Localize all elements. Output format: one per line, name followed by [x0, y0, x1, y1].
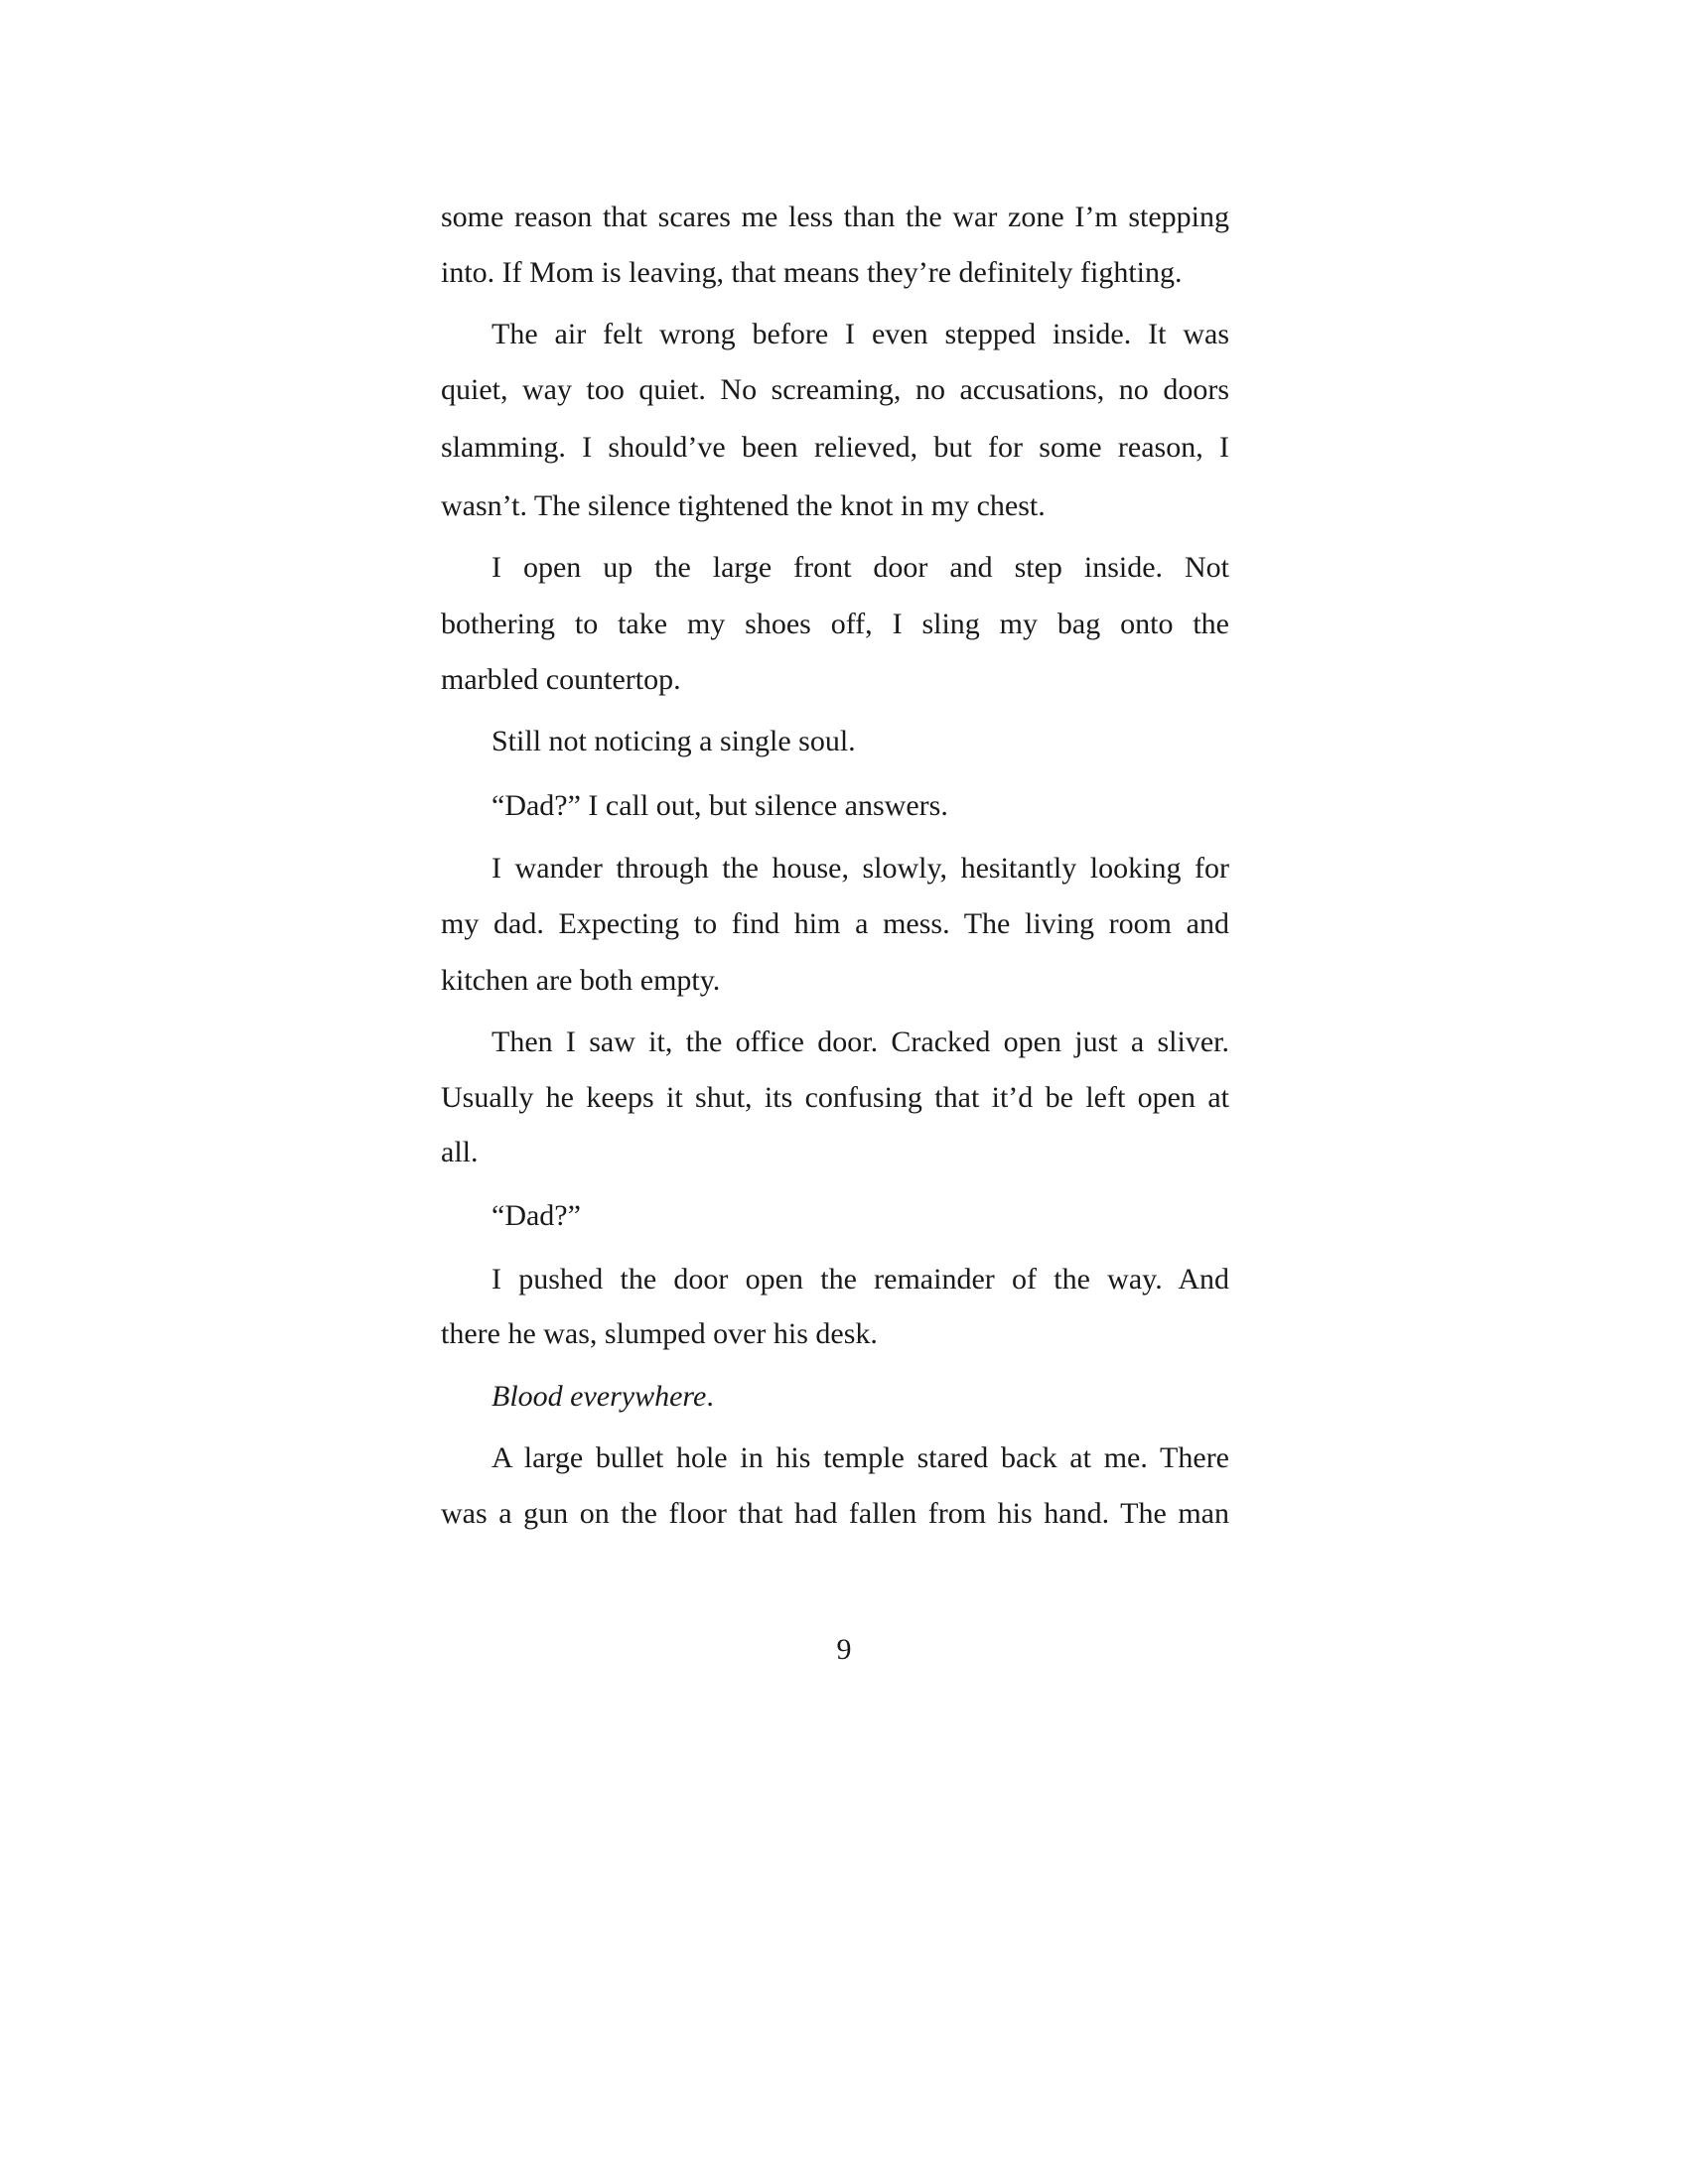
paragraph-first-line: Then I saw it, the office door. Cracked open just a sliver. [492, 1025, 1229, 1058]
body-text-line: slamming. I should’ve been relieved, but for some reason, I [441, 431, 1229, 464]
body-text-line: marbled countertop. [441, 663, 681, 696]
body-text-line: some reason that scares me less than the war zone I’m stepping [441, 201, 1229, 233]
period: . [706, 1380, 714, 1413]
dialogue-line: “Dad?” [492, 1199, 581, 1232]
italic-emphasis-line [441, 1369, 1229, 1425]
body-text-line: wasn’t. The silence tightened the knot in my chest. [441, 489, 1046, 522]
body-text-line: was a gun on the floor that had fallen from his hand. The man [441, 1497, 1229, 1530]
body-text-line: there he was, slumped over his desk. [441, 1317, 878, 1350]
body-text-line: Usually he keeps it shut, its confusing that it’d be left open at [441, 1081, 1229, 1114]
paragraph-first-line: Still not noticing a single soul. [492, 725, 856, 757]
body-text-line: kitchen are both empty. [441, 964, 721, 997]
paragraph-first-line: I open up the large front door and step inside. Not [492, 551, 1229, 584]
body-text-line: all. [441, 1136, 479, 1168]
paragraph-first-line: A large bullet hole in his temple stared back at me. There [492, 1441, 1229, 1474]
paragraph-first-line: The air felt wrong before I even stepped inside. It was [492, 318, 1229, 350]
paragraph-first-line: I wander through the house, slowly, hesitantly looking for [492, 852, 1229, 885]
body-text-line: quiet, way too quiet. No screaming, no accusations, no doors [441, 373, 1229, 406]
body-text-line: my dad. Expecting to find him a mess. The living room and [441, 907, 1229, 940]
dialogue-line: “Dad?” I call out, but silence answers. [492, 789, 948, 822]
page-number: 9 [836, 1633, 852, 1666]
body-text-line: into. If Mom is leaving, that means they’re definitely fighting. [441, 256, 1183, 289]
body-text-line: bothering to take my shoes off, I sling my bag onto the [441, 608, 1229, 640]
paragraph-first-line: I pushed the door open the remainder of the way. And [492, 1263, 1229, 1296]
italic-text: Blood everywhere [492, 1380, 707, 1413]
